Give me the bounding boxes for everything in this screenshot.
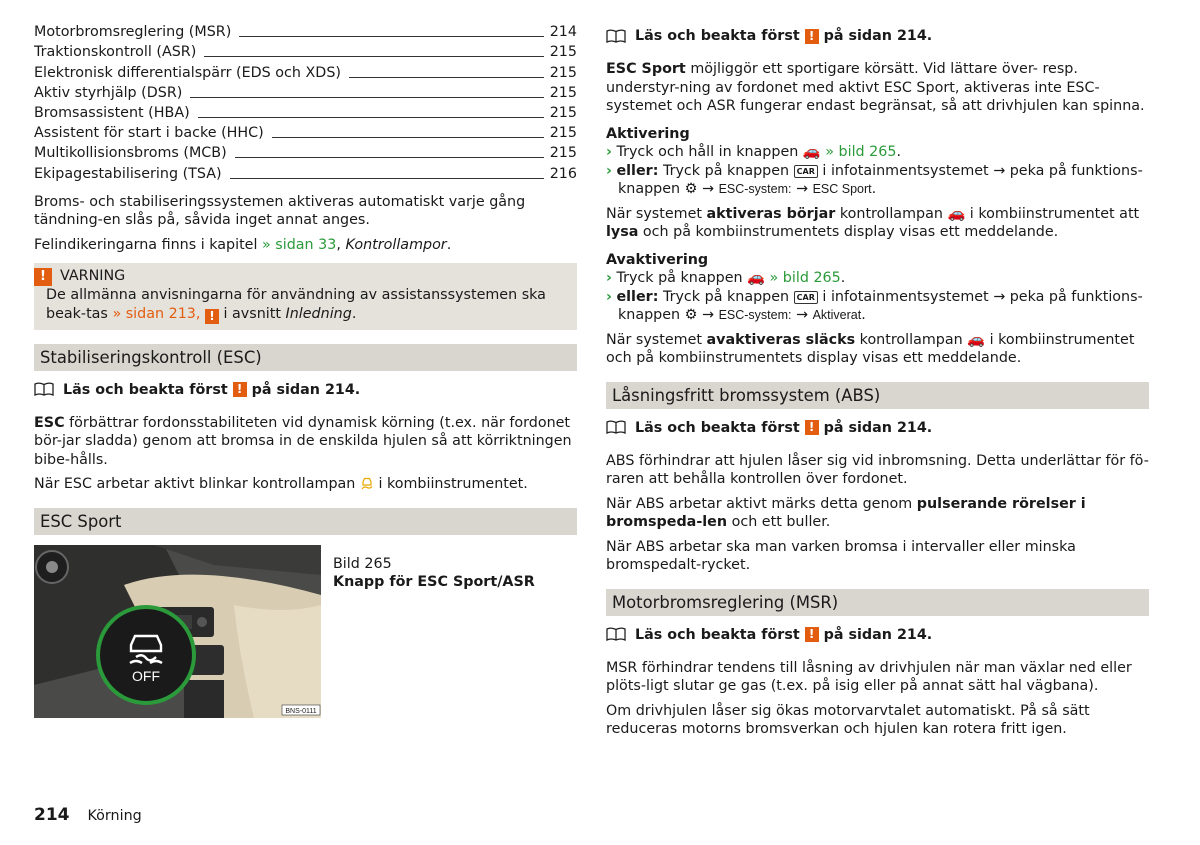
section-heading-esc: Stabiliseringskontroll (ESC) bbox=[34, 344, 577, 371]
page-footer bbox=[34, 805, 142, 825]
intro-paragraph: Broms- och stabiliseringssystemen aktiveras automatiskt varje gång tändning-en slås på, såvida inget annat anges. bbox=[34, 193, 526, 228]
warning-icon: ! bbox=[34, 268, 52, 286]
abs-paragraph-3: När ABS arbetar ska man varken bromsa i intervaller eller minska bromspedalt-rycket. bbox=[606, 538, 1076, 573]
toc-row[interactable]: Assistent för start i backe (HHC) 215 bbox=[34, 125, 577, 142]
deactivation-step-1: › Tryck på knappen 🚗 » bild 265. bbox=[606, 270, 846, 286]
warning-text: De allmänna anvisningarna för användning av assistanssystemen ska beak-tas » sidan 213, ! i avsnitt Inledning. bbox=[46, 287, 546, 323]
deactivation-step-2-cont: knappen ⚙ → ESC-system: → Aktiverat. bbox=[618, 307, 866, 323]
figure-265 bbox=[34, 545, 577, 718]
activation-heading: Aktivering bbox=[606, 125, 690, 142]
settings-gear-icon: ⚙ bbox=[684, 307, 698, 323]
exclamation-icon: ! bbox=[205, 309, 219, 324]
exclamation-icon: ! bbox=[233, 382, 247, 397]
read-first-note: Läs och beakta först ! på sidan 214. bbox=[606, 625, 1149, 645]
read-first-note: Läs och beakta först ! på sidan 214. bbox=[606, 26, 1149, 46]
activation-result: När systemet aktiveras börjar kontrollampan 🚗 i kombiinstrumentet att lysa och på kombiinstrumentets display visas ett meddelande. bbox=[606, 205, 1140, 240]
table-of-contents bbox=[34, 22, 577, 184]
toc-row[interactable]: Aktiv styrhjälp (DSR) 215 bbox=[34, 84, 577, 101]
msr-paragraph-2: Om drivhjulen låser sig ökas motorvarvtalet automatiskt. På så sätt reduceras motorns bromsverkan och hjulen kan rotera fritt igen. bbox=[606, 702, 1090, 737]
book-icon bbox=[606, 420, 626, 435]
toc-row[interactable]: Ekipagestabilisering (TSA) 216 bbox=[34, 165, 577, 182]
page-link[interactable]: » sidan 213, bbox=[112, 305, 201, 322]
toc-row[interactable]: Multikollisionsbroms (MCB) 215 bbox=[34, 145, 577, 162]
abs-paragraph-2: När ABS arbetar aktivt märks detta genom pulserande rörelser i bromspeda-len och ett buller. bbox=[606, 495, 1086, 530]
esc-sport-button-icon: 🚗 bbox=[747, 270, 765, 286]
left-column bbox=[34, 22, 577, 718]
figure-caption: Bild 265 Knapp för ESC Sport/ASR bbox=[333, 555, 535, 590]
warning-box bbox=[34, 263, 577, 330]
section-heading-abs: Låsningsfritt bromssystem (ABS) bbox=[606, 382, 1149, 409]
read-first-note: Läs och beakta först ! på sidan 214. bbox=[34, 380, 577, 400]
off-label: OFF bbox=[132, 667, 160, 684]
exclamation-icon: ! bbox=[805, 29, 819, 44]
toc-row[interactable]: Elektronisk differentialspärr (EDS och XDS) 215 bbox=[34, 64, 577, 81]
warning-title: VARNING bbox=[60, 268, 126, 284]
deactivation-result: När systemet avaktiveras släcks kontrollampan 🚗 i kombiinstrumentet och på kombiinstrumentets display visas ett meddelande. bbox=[606, 331, 1135, 366]
toc-row[interactable]: Motorbromsreglering (MSR) 214 bbox=[34, 24, 577, 41]
dashboard-photo bbox=[34, 545, 321, 718]
deactivation-heading: Avaktivering bbox=[606, 251, 709, 268]
esc-sport-paragraph: ESC Sport möjliggör ett sportigare körsätt. Vid lättare över- resp. understyr-ning av fordonet med aktivt ESC Sport, aktiveras inte ESC-systemet och ASR fungerar endast begränsat, så att drivhjulen kan spinna. bbox=[606, 61, 1145, 114]
esc-sport-lamp-icon: 🚗 bbox=[947, 205, 966, 222]
msr-paragraph-1: MSR förhindrar tendens till låsning av drivhjulen när man växlar ned eller plöts-ligt slutar ge gas (t.ex. på isig eller på annat sätt hal vägbana). bbox=[606, 659, 1132, 694]
exclamation-icon: ! bbox=[805, 420, 819, 435]
esc-sport-button-icon: 🚗 bbox=[802, 144, 821, 160]
toc-row[interactable]: Bromsassistent (HBA) 215 bbox=[34, 104, 577, 121]
book-icon bbox=[606, 29, 626, 44]
esc-lamp-paragraph: När ESC arbetar aktivt blinkar kontrollampan i kombiinstrumentet. bbox=[34, 476, 528, 492]
figure-link[interactable]: » bild 265 bbox=[769, 270, 841, 286]
car-button-icon: CAR bbox=[794, 165, 818, 178]
car-button-icon: CAR bbox=[794, 291, 818, 304]
read-first-note: Läs och beakta först ! på sidan 214. bbox=[606, 418, 1149, 438]
section-heading-esc-sport: ESC Sport bbox=[34, 508, 577, 535]
chapter-title: Körning bbox=[87, 808, 142, 824]
right-column bbox=[606, 26, 1149, 739]
activation-step-2-cont: knappen ⚙ → ESC-system: → ESC Sport. bbox=[618, 181, 877, 197]
abs-paragraph-1: ABS förhindrar att hjulen låser sig vid inbromsning. Detta underlättar för fö-raren att behålla kontrollen över fordonet. bbox=[606, 452, 1149, 487]
exclamation-icon: ! bbox=[805, 627, 819, 642]
section-heading-msr: Motorbromsreglering (MSR) bbox=[606, 589, 1149, 616]
intro-fault-paragraph: Felindikeringarna finns i kapitel » sidan 33, Kontrollampor. bbox=[34, 236, 452, 253]
esc-paragraph: ESC förbättrar fordonsstabiliteten vid dynamisk körning (t.ex. när fordonet bör-jar sladda) genom att bromsa in de enskilda hjulen så att körriktningen bibe-hålls. bbox=[34, 414, 572, 468]
activation-step-1: › Tryck och håll in knappen 🚗 » bild 265. bbox=[606, 144, 902, 160]
esc-warning-lamp-icon bbox=[360, 476, 374, 490]
activation-step-2: › eller: Tryck på knappen CAR i infotainmentsystemet → peka på funktions- bbox=[606, 162, 1143, 179]
settings-gear-icon: ⚙ bbox=[684, 181, 698, 197]
esc-sport-lamp-icon: 🚗 bbox=[967, 331, 986, 348]
figure-code: BNS-0111 bbox=[285, 707, 317, 715]
toc-row[interactable]: Traktionskontroll (ASR) 215 bbox=[34, 44, 577, 61]
book-icon bbox=[34, 382, 54, 397]
page-link[interactable]: » sidan 33 bbox=[262, 236, 337, 253]
figure-link[interactable]: » bild 265 bbox=[825, 144, 897, 160]
page-number: 214 bbox=[34, 805, 70, 825]
deactivation-step-2: › eller: Tryck på knappen CAR i infotainmentsystemet → peka på funktions- bbox=[606, 288, 1143, 305]
book-icon bbox=[606, 627, 626, 642]
